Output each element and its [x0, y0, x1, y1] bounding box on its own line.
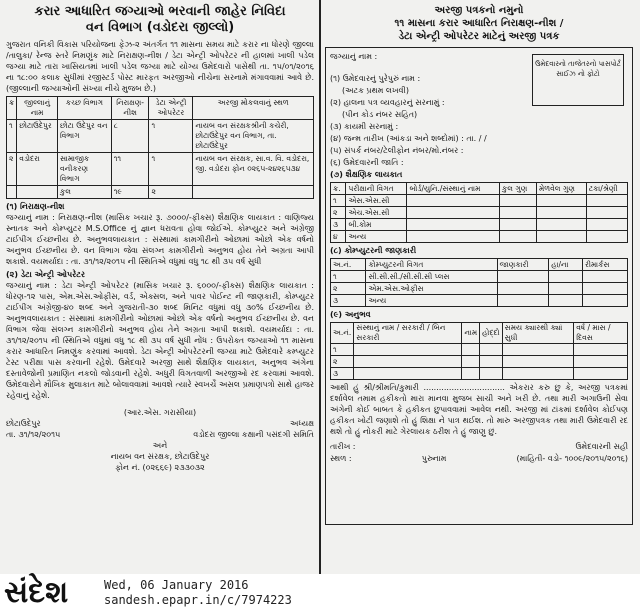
post-label: જગ્યાનું નામ : — [330, 52, 378, 61]
form-heading: અરજી પત્રકનો નમુનો — [434, 5, 524, 16]
table-cell: સામાજીક વનીકરણ વિભાગ — [57, 153, 111, 186]
table-cell: ૨ — [7, 153, 17, 186]
table-header: અરજી મોકલવાનું સ્થળ — [193, 97, 314, 120]
table-cell: ૧ — [149, 120, 193, 153]
section-title-clerk: (૧) નિરાક્ષણ-નીશ — [6, 202, 65, 211]
signatory-role: અધ્યક્ષ — [290, 419, 314, 428]
table-row: ૧ એસ.એસ.સી — [331, 195, 628, 207]
table-header: બોર્ડ/યુનિ./સંસ્થાનું નામ — [407, 183, 500, 195]
table-header: વર્ષ / માસ / દિવસ — [574, 323, 628, 344]
total-value: ૧૯ — [111, 186, 149, 199]
table-row: ૧ સી.સી.સી./સી.સી.સી પ્લસ — [331, 271, 628, 283]
vacancy-table — [6, 96, 314, 199]
table-cell: છોટા ઉદેપુર વન વિભાગ — [57, 120, 111, 153]
tender-notice — [6, 4, 314, 473]
table-header: જીલ્લાનું નામ — [17, 97, 58, 120]
table-row: ૨ એમ.એસ.ઓફીસ — [331, 283, 628, 295]
form-footer — [330, 453, 628, 465]
total-label: કુલ — [57, 186, 111, 199]
department-heading: વન વિભાગ (વડોદરા જીલ્લો) — [85, 20, 235, 35]
table-header: સંસ્થાનું નામ / સરકારી / બિન સરકારી — [354, 323, 462, 344]
table-header: કુલ ગુણ — [499, 183, 536, 195]
office-name: નાયબ વન સંરક્ષક, છોટાઉદેપુર — [110, 452, 210, 461]
form-field: (૩) કાયમી સરનામું : — [330, 122, 399, 131]
form-subheading: ડેટા એન્ટ્રી ઓપરેટર માટેનું અરજી પત્રક — [398, 31, 560, 42]
table-header: સમય ક્યારથી ક્યાં સુધી — [502, 323, 574, 344]
notice-date: તા. ૩૧/૧૨/૨૦૧૫ — [6, 430, 61, 439]
section-text-operator: જગ્યાનું નામ : ડેટા એન્ટ્રી ઓપરેટર (માસિક ખચાર રૂ. ૬૦૦૦/-ફીક્સ) શૈક્ષણિક લાયકાત : ધોરણ-૧૨ પાસ, એમ.એસ.ઓફીસ, વર્ડ, એક્સલ, અને પાવર પોઈન્ટ ની જાણકારી, કોમ્પ્યુટર ટાઈપીંગ અંગ્રેજી-૪૦ શબ્દ અને ગુજરાતી-૩૦ શબ્દ મિનિટ વધુમાં વધુ ૩૦% ઈચ્છનીય છે. અનુભવલાયકાત : સંસ્થામાં કામગીરીનો ઓછામાં ઓછો એક વર્ષનો અનુભવ ઈચ્છનીય છે. વન વિભાગ જેવા સંલગ્ન કામગીરીનો અનુભવ હોય તેને અગ્રતા આપી શકાશે. વયમર્યાદા : તા. ૩૧/૧૨/૨૦૧૫ ની સ્થિતિએ વધુમાં વધુ ૧૮ થી ૩૫ વર્ષ સુધી નોંધ : ઉપરોક્ત જગ્યાઓ ૧૧ માસના કરાર આધારિત નિમણુંક કરવામાં આવશે. ડેટા એન્ટ્રી ઓપરેટરની જગ્યા માટે ઉમેદવારે કમ્પ્યુટર ટેસ્ટ પરીક્ષા પાસ કરવાની રહેશે. ઉમેદવારે અરજી સાથે શૈક્ષણિક લાયકાત, અનુભવ અંગેના દસ્તાવેજોની પ્રમાણિત નકલો જોડવાની રહેશે. અધુરી વિગતવાળી અરજીઓ રદ કરવામાં આવશે. ઉમેદવારોને મૌખિક મુલાકાત માટે બોલાવવામાં આવશે ત્યારે સ્વખર્ચે અસલ પ્રમાણપત્રો સાથે હાજર રહેવાનું રહેશે. — [6, 281, 314, 400]
computer-table — [330, 258, 628, 307]
table-cell: નાયબ વન સંરક્ષકશ્રીની કચેરી, છોટાઉદેપુર વન વિભાગ, તા. છોટાઉદેપુર — [193, 120, 314, 153]
table-header: પરીક્ષાની વિગત — [346, 183, 407, 195]
experience-title: (૯) અનુભવ — [330, 310, 371, 319]
table-header: હા/ના — [549, 259, 583, 271]
table-row: ૩ અન્ય — [331, 295, 628, 307]
table-header: કોમ્પ્યુટરની વિગત — [366, 259, 497, 271]
table-cell: ૮ — [111, 120, 149, 153]
committee-name: વડોદરા જીલ્લા કક્ષાની પસંદગી સમિતિ — [193, 430, 314, 439]
form-field-hint: (પીન કોડ નંબર સહિત) — [342, 110, 418, 119]
table-header: ક્ર. — [331, 183, 346, 195]
table-cell: ૧ — [7, 120, 17, 153]
application-form — [325, 4, 633, 525]
newspaper-logo: સંદેશ — [4, 575, 69, 610]
table-row: ૩ — [331, 368, 628, 380]
notice-intro: ગુજરાત વનિકી વિકાસ પરિયોજના ફેઝ-૨ અંતર્ગત ૧૧ માસના સમય માટે કરાર ના ધોરણે જીલ્લા /તાલુકા/ રેન્જ સ્તરે નિમણુંક માટે નિરાક્ષણ-નીશ / ડેટા એન્ટ્રી ઓપરેટર ની હાલમાં ખાલી પડેલ જગ્યા માટે તારા ખાસિયતમાં ખાલી પડેલ જગ્યા માટે યોગ્ય ઉમેદવારો પાસેથી તા. ૧૫/૦૧/૨૦૧૬ ના ૧૮:૦૦ કલાક સુધીમાં રજીસ્ટર્ડ પોસ્ટ મારફત અરજીઓ નીચેના સરનામે મંગાવવામાં આવે છે. (જીલ્લાની જગ્યાઓની સંખ્યા નીચે મુજબ છે.) — [6, 40, 314, 93]
section-text-clerk: જગ્યાનું નામ : નિરાક્ષણ-નીશ (માસિક ખચાર રૂ. ૭૦૦૦/-ફીક્સ) શૈક્ષણિક લાયકાત : વાણિજ્ય સ્નાતક અને કોમ્પ્યુટર M.S.Office નું જ્ઞાન ધરાવતા હોવા જોઈએ. કોમ્પ્યુટર અને અંગ્રેજી ટાઈપીંગ ઈચ્છનીય છે. અનુભવલાયકાત : સંસ્થામાં કામગીરીનો ઓછામાં ઓછો એક વર્ષનો અનુભવ ઈચ્છનીય છે. વન વિભાગ જેવા સંલગ્ન કામગીરીનો અનુભવ હોય તેને અગ્રતા આપી શકાશે. વયમર્યાદા : તા. ૩૧/૧૨/૨૦૧૫ ની સ્થિતિએ વધુમાં વધુ ૧૮ થી ૩૫ વર્ષ સુધી — [6, 213, 314, 266]
table-cell: નાયબ વન સંરક્ષક, સા.વ. વિ. વડોદરા, જી. વડોદરા ફોન ૦૨૬૫-૨૪૨૬૫૩૪ — [193, 153, 314, 186]
source-meta — [104, 578, 292, 608]
table-cell: ૧૧ — [111, 153, 149, 186]
table-header: મેળવેલ ગુણ — [536, 183, 586, 195]
table-header: ડેટા એન્ટ્રી ઓપરેટર — [149, 97, 193, 120]
section-title-operator: (૨) ડેટા એન્ટ્રી ઓપરેટર — [6, 270, 86, 279]
date-label: તારીખ : — [330, 442, 356, 451]
publication-date: Wed, 06 January 2016 — [104, 578, 249, 592]
total-value: ૨ — [149, 186, 193, 199]
form-field: (૧) ઉમેદવારનું પુરેપુરું નામ : — [330, 74, 421, 83]
full-name-label: પુરુનામ — [421, 454, 447, 463]
table-header: અ.નં. — [331, 259, 366, 271]
table-header: હોદ્દો — [480, 323, 502, 344]
table-row: ૪ અન્ય — [331, 231, 628, 243]
table-header: ટકા/શ્રેણી — [586, 183, 627, 195]
form-field: (૪) જન્મ તારીખ (આંકડા અને શબ્દોમાં) : તા. / / — [330, 134, 487, 143]
table-cell: ૧ — [149, 153, 193, 186]
table-header: અ.નં. — [331, 323, 354, 344]
table-header: નિરાક્ષણ-નીશ — [111, 97, 149, 120]
form-field: (૬) ઉમેદવારની જાતિ : — [330, 158, 404, 167]
table-row — [7, 153, 314, 186]
phone-number: ફોન નં. (૦૨૬૬૯) ૨૩૩૦૩૨ — [115, 463, 205, 472]
table-header: જાણકારી — [497, 259, 549, 271]
column-divider — [319, 0, 321, 574]
table-header: નામ — [462, 323, 480, 344]
education-title: (૭) શૈક્ષણિક લાયકાત — [330, 170, 403, 179]
table-header: કચ્છ વિભાગ — [57, 97, 111, 120]
form-subheading: ૧૧ માસના કરાર આધારિત નિરાક્ષણ-નીશ / — [394, 18, 564, 29]
place-label: સ્થળ : — [330, 454, 352, 463]
photo-box: ઉમેદવારનો તાજેતરનો પાસપોર્ટ સાઈઝ નો ફોટો — [532, 54, 624, 106]
form-field-hint: (અટક પ્રથમ લખવી) — [342, 86, 409, 95]
computer-title: (૮) કોમ્પ્યુટરની જાણકારી — [330, 246, 417, 255]
table-header: ક્ર — [7, 97, 17, 120]
table-header: રીમાર્કસ — [582, 259, 627, 271]
form-field: (૨) હાલના પત્ર વ્યવહારનું સરનામું : — [330, 98, 445, 107]
education-table — [330, 182, 628, 243]
form-box — [325, 47, 633, 525]
table-total-row — [7, 186, 314, 199]
form-footer — [330, 441, 628, 453]
signature-block — [6, 407, 314, 473]
table-cell: વડોદરા — [17, 153, 58, 186]
conjunction: અને — [152, 441, 168, 450]
table-row — [7, 120, 314, 153]
info-code: (માહિતી- વડો- ૧૦૦૯/૨૦૧૫/૨૦૧૬) — [516, 454, 628, 463]
source-url[interactable]: sandesh.epapr.in/c/7974223 — [104, 593, 292, 607]
table-row: ૧ — [331, 344, 628, 356]
table-row: ૩ બી.કોમ — [331, 219, 628, 231]
table-row: ૨ એચ.એસ.સી — [331, 207, 628, 219]
table-row: ૨ — [331, 356, 628, 368]
table-cell: છોટાઉદેપુર — [17, 120, 58, 153]
signatory-name: (આર.એસ. ગરાસીયા) — [123, 408, 197, 417]
form-field: (૫) સંપર્ક નંબર/ટેલીફોન નંબર/મો.નંબર : — [330, 146, 464, 155]
place: છોટાઉદેપુર — [6, 419, 41, 428]
source-footer — [0, 574, 640, 612]
notice-heading: કરાર આધારિત જગ્યાઓ ભરવાની જાહેર નિવિદા — [34, 4, 286, 19]
signature-label: ઉમેદવારની સહી — [575, 442, 628, 451]
declaration-text: આથી હું શ્રી/શ્રીમતિ/કુમારી ................................ એકરાર કરુ છુ કે, અરજી પત્રકમાં દર્શાવેલ તમામ હકીકતો મારા માનવા મુજબ સાચી અને ખરી છે. તથા મારી અગાઉની સેવા અંગેની કોઈ બાબત કે હકીકત છુપાવવામાં આવેલ નથી. અરજી માં ટાંકમાં દર્શાવેલ કોઈપણ હકીકત ખોટી જણાશે તો હું શિક્ષા ને પાત્ર થઈશ. તો મારુ અરજીપત્રક તથા મારી ઉમેદવારી રદ થશે તો હું નોકરી માટે ગેરલાયક ઠરીશ તે હું જાણુ છું. — [330, 383, 628, 436]
experience-table — [330, 322, 628, 380]
